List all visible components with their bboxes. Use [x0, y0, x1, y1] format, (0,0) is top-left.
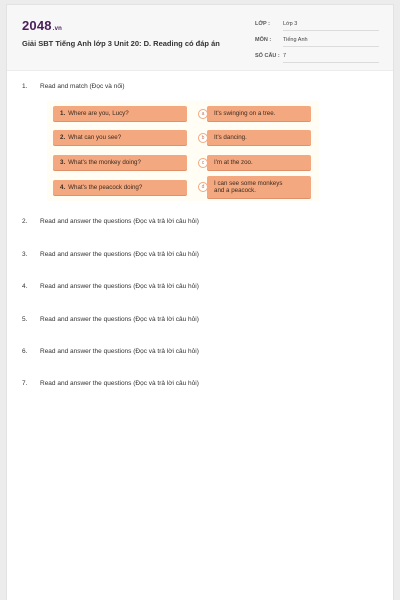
question-text: Read and answer the questions (Đọc và trả lời câu hỏi) — [40, 348, 199, 355]
question-number: 5. — [22, 316, 28, 323]
match-letter-badge: d — [198, 182, 208, 192]
meta-key: MÔN : — [255, 37, 272, 43]
item-number: 3. — [60, 159, 66, 166]
item-text-line-2: and a peacock. — [214, 187, 256, 194]
item-text-line-1: I can see some monkeys — [214, 179, 283, 187]
match-left-item-1 — [53, 106, 187, 121]
item-text: I'm at the zoo. — [214, 159, 253, 166]
question-text: Read and answer the questions (Đọc và trả lời câu hỏi) — [40, 283, 199, 290]
meta-value: Tiếng Anh — [283, 37, 379, 47]
meta-key: LỚP : — [255, 21, 270, 27]
question-text: Read and answer the questions (Đọc và trả lời câu hỏi) — [40, 316, 199, 323]
question-text: Read and answer the questions (Đọc và trả lời câu hỏi) — [40, 251, 199, 258]
site-logo[interactable] — [22, 18, 62, 33]
item-text: It's swinging on a tree. — [214, 110, 276, 117]
logo-main: 2048 — [22, 18, 52, 33]
match-left-item-2 — [53, 130, 187, 145]
question-text: Read and match (Đọc và nối) — [40, 83, 125, 90]
question-number: 6. — [22, 348, 28, 355]
document-header — [7, 5, 393, 71]
match-left-item-3 — [53, 155, 187, 170]
question-number: 3. — [22, 251, 28, 258]
question-number: 4. — [22, 283, 28, 290]
meta-value: 7 — [283, 53, 379, 63]
question-text: Read and answer the questions (Đọc và trả lời câu hỏi) — [40, 218, 199, 225]
item-text: What's the monkey doing? — [68, 159, 141, 166]
match-right-item-d — [207, 176, 311, 198]
document-page — [6, 4, 394, 600]
match-left-item-4 — [53, 180, 187, 195]
document-title: Giải SBT Tiếng Anh lớp 3 Unit 20: D. Reading có đáp án — [22, 39, 220, 48]
logo-tld: .vn — [52, 26, 63, 32]
item-number: 4. — [60, 184, 66, 191]
match-right-item-b — [207, 130, 311, 145]
question-number: 2. — [22, 218, 28, 225]
match-letter-badge: b — [198, 133, 208, 143]
match-right-item-a — [207, 106, 311, 121]
item-text: What can you see? — [68, 134, 122, 141]
question-number: 1. — [22, 83, 28, 90]
meta-key: SỐ CÂU : — [255, 53, 280, 59]
item-number: 2. — [60, 134, 66, 141]
item-text: Where are you, Lucy? — [68, 110, 129, 117]
item-text: What's the peacock doing? — [68, 184, 143, 191]
match-letter-badge: c — [198, 158, 208, 168]
question-number: 7. — [22, 380, 28, 387]
question-text: Read and answer the questions (Đọc và trả lời câu hỏi) — [40, 380, 199, 387]
match-letter-badge: a — [198, 109, 208, 119]
item-number: 1. — [60, 110, 66, 117]
match-exercise — [47, 101, 319, 201]
item-text: It's dancing. — [214, 134, 247, 141]
match-right-item-c — [207, 155, 311, 170]
meta-value: Lớp 3 — [283, 21, 379, 31]
